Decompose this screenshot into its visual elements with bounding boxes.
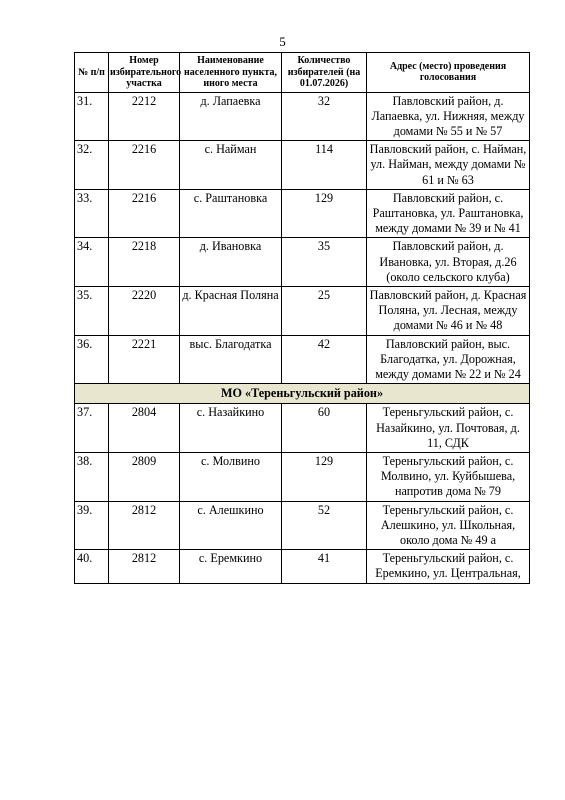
header-voter-count: Количество избирателей (на 01.07.2026) [282,53,367,93]
row-place: с. Найман [180,141,282,190]
page-number: 5 [279,34,286,49]
row-place: с. Алешкино [180,501,282,550]
row-index: 35. [75,286,109,335]
row-station: 2804 [109,404,180,453]
row-station: 2809 [109,452,180,501]
section-row [75,384,530,404]
row-station: 2221 [109,335,180,384]
table-row [75,550,530,583]
polling-stations-table [74,52,530,584]
row-voters: 42 [282,335,367,384]
row-address: Тереньгульский район, с. Назайкино, ул. Почтовая, д. 11, СДК [367,404,530,453]
page-bottom-margin [0,744,565,800]
table-row [75,335,530,384]
table-row [75,189,530,238]
row-place: д. Красная Поляна [180,286,282,335]
row-station: 2220 [109,286,180,335]
row-index: 36. [75,335,109,384]
row-index: 37. [75,404,109,453]
row-index: 39. [75,501,109,550]
row-index: 34. [75,238,109,287]
row-index: 31. [75,92,109,141]
row-address: Павловский район, д. Лапаевка, ул. Нижняя, между домами № 55 и № 57 [367,92,530,141]
section-title: МО «Тереньгульский район» [75,384,530,404]
row-place: с. Еремкино [180,550,282,583]
row-place: выс. Благодатка [180,335,282,384]
row-address: Тереньгульский район, с. Еремкино, ул. Центральная, [367,550,530,583]
row-index: 33. [75,189,109,238]
row-index: 38. [75,452,109,501]
row-voters: 129 [282,452,367,501]
table-row [75,286,530,335]
row-place: д. Ивановка [180,238,282,287]
header-index: № п/п [75,53,109,93]
row-index: 32. [75,141,109,190]
row-address: Павловский район, д. Ивановка, ул. Вторая, д.26 (около сельского клуба) [367,238,530,287]
table-row [75,92,530,141]
row-voters: 114 [282,141,367,190]
row-place: с. Назайкино [180,404,282,453]
row-address: Павловский район, с. Раштановка, ул. Раштановка, между домами № 39 и № 41 [367,189,530,238]
table-row [75,404,530,453]
row-station: 2212 [109,92,180,141]
table-row [75,452,530,501]
row-address: Тереньгульский район, с. Алешкино, ул. Школьная, около дома № 49 а [367,501,530,550]
row-place: д. Лапаевка [180,92,282,141]
row-place: с. Раштановка [180,189,282,238]
row-address: Тереньгульский район, с. Молвино, ул. Куйбышева, напротив дома № 79 [367,452,530,501]
row-station: 2812 [109,501,180,550]
table-row [75,501,530,550]
row-station: 2216 [109,189,180,238]
row-voters: 25 [282,286,367,335]
table-row [75,238,530,287]
row-voters: 129 [282,189,367,238]
table-row [75,141,530,190]
row-address: Павловский район, выс. Благодатка, ул. Дорожная, между домами № 22 и № 24 [367,335,530,384]
header-station-number: Номер избирательного участка [109,53,180,93]
row-index: 40. [75,550,109,583]
row-voters: 52 [282,501,367,550]
row-voters: 32 [282,92,367,141]
header-place-name: Наименование населенного пункта, иного места [180,53,282,93]
table-header-row [75,53,530,93]
row-station: 2216 [109,141,180,190]
row-voters: 60 [282,404,367,453]
row-address: Павловский район, с. Найман, ул. Найман, между домами № 61 и № 63 [367,141,530,190]
row-address: Павловский район, д. Красная Поляна, ул. Лесная, между домами № 46 и № 48 [367,286,530,335]
row-station: 2218 [109,238,180,287]
row-voters: 41 [282,550,367,583]
header-voting-address: Адрес (место) проведения голосования [367,53,530,93]
row-place: с. Молвино [180,452,282,501]
row-station: 2812 [109,550,180,583]
row-voters: 35 [282,238,367,287]
